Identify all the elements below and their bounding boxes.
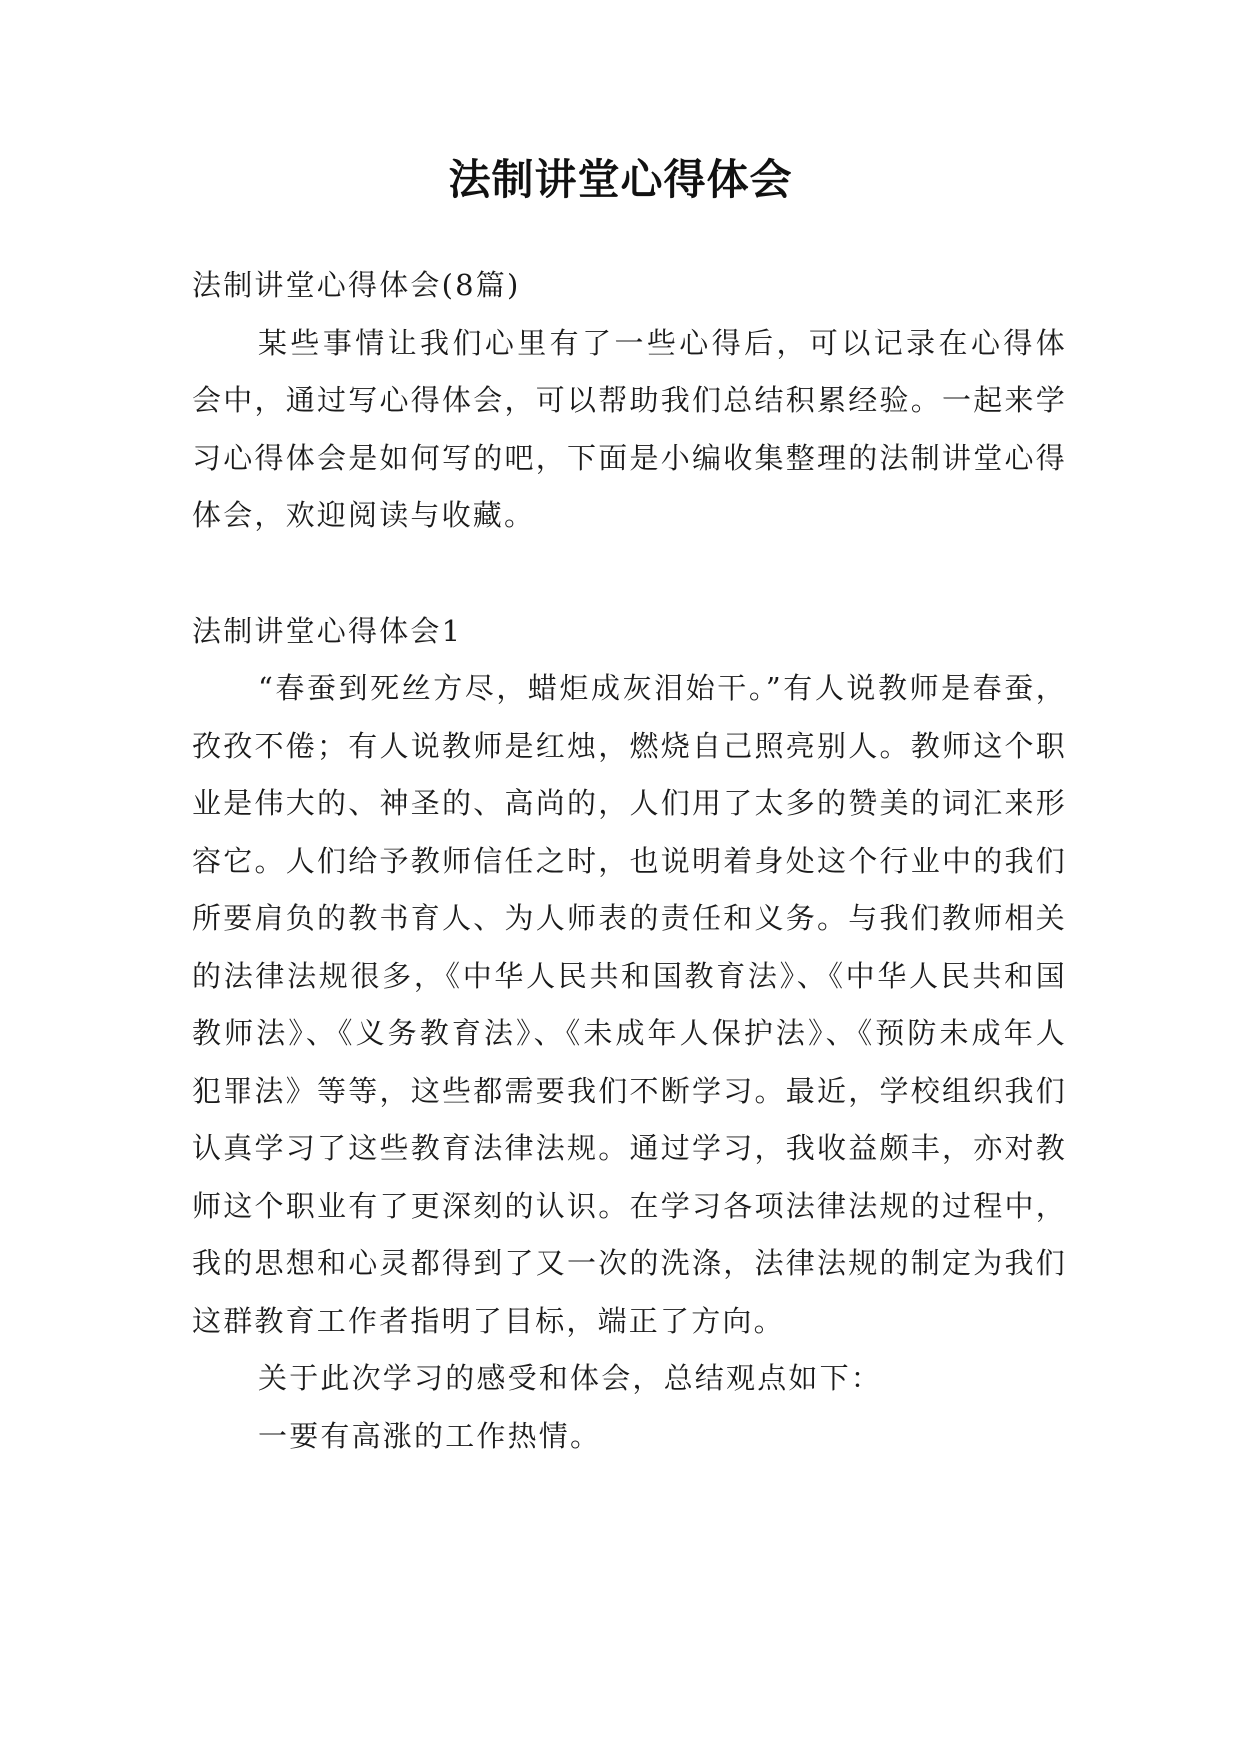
document-body — [192, 257, 1067, 1465]
body-paragraph: “春蚕到死丝方尽，蜡炬成灰泪始干。”有人说教师是春蚕，孜孜不倦；有人说教师是红烛，燃烧自己照亮别人。教师这个职业是伟大的、神圣的、高尚的，人们用了太多的赞美的词汇来形容它。人们给予教师信任之时，也说明着身处这个行业中的我们所要肩负的教书育人、为人师表的责任和义务。与我们教师相关的法律法规很多，《中华人民共和国教育法》、《中华人民共和国教师法》、《义务教育法》、《未成年人保护法》、《预防未成年人犯罪法》等等，这些都需要我们不断学习。最近，学校组织我们认真学习了这些教育法律法规。通过学习，我收益颇丰，亦对教师这个职业有了更深刻的认识。在学习各项法律法规的过程中，我的思想和心灵都得到了又一次的洗涤，法律法规的制定为我们这群教育工作者指明了目标，端正了方向。 — [192, 671, 1067, 1338]
page-title: 法制讲堂心得体会 — [448, 155, 793, 204]
body-paragraph: 一要有高涨的工作热情。 — [258, 1418, 602, 1453]
intro-paragraph: 某些事情让我们心里有了一些心得后，可以记录在心得体会中，通过写心得体会，可以帮助我们总结积累经验。一起来学习心得体会是如何写的吧，下面是小编收集整理的法制讲堂心得体会，欢迎阅读与收藏。 — [192, 325, 1067, 532]
subtitle: 法制讲堂心得体会(8篇) — [192, 268, 521, 302]
section-heading: 法制讲堂心得体会1 — [192, 613, 463, 648]
body-paragraph: 关于此次学习的感受和体会，总结观点如下： — [258, 1361, 883, 1395]
